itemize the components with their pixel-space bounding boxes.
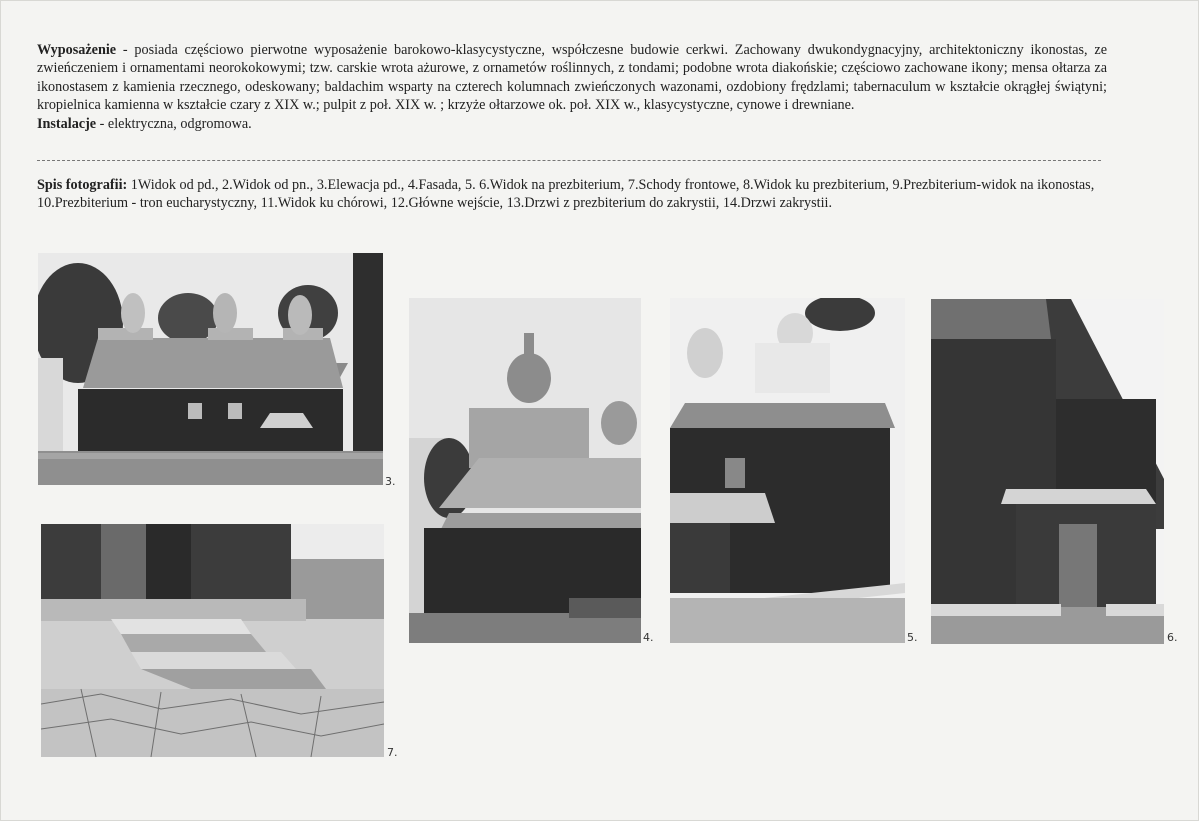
photo-number-7: 7. [387, 746, 398, 759]
photo-list-label: Spis fotografii: [37, 177, 128, 193]
installations-label: Instalacje [37, 115, 97, 132]
description-label: Wyposażenie [37, 42, 117, 58]
photo-number-4: 4. [643, 631, 654, 644]
photo-presbytery-side [931, 299, 1164, 644]
installations-text: - elektryczna, odgromowa. [96, 115, 252, 132]
photo-number-5: 5. [907, 631, 918, 644]
photo-list-paragraph [37, 177, 1107, 212]
photo-presbytery-view [670, 298, 905, 643]
description-text: - posiada częściowo pierwotne wyposażenie barokowo-klasycystyczne, współczesne budowie cerkwi. Zachowany dwukondygnacyjny, architektoniczny ikonostas, ze zwieńczeniem i ornamentami neorokokowymi; tzw. carskie wrota ażurowe, z ornametów roślinnych, z tondami; podobne wrota diakońskie; częściowo zachowane ikony; mensa ołtarza za ikonostasem z kamienia rzecznego, odeskowany; baldachim wsparty na czterech kolumnach zwieńczonych wazonami, ozdobiony frędzlami; tabernaculum w kształcie okrągłej świątyni; kropielnica kamienna w kształcie czary z XIX w.; pulpit z poł. XIX w. ; krzyże ołtarzowe ok. poł. XIX w., klasycystyczne, cynowe i drewniane. [37, 42, 1107, 114]
photo-list-text: 1Widok od pd., 2.Widok od pn., 3.Elewacja pd., 4.Fasada, 5. 6.Widok na prezbiterium, 7.Schody frontowe, 8.Widok ku prezbiterium, 9.Prezbiterium-widok na ikonostas, 10.Prezbiterium - tron eucharystyczny, 11.Widok ku chórowi, 12.Główne wejście, 13.Drzwi z prezbiterium do zakrystii, 14.Drzwi zakrystii. [37, 177, 1095, 211]
photo-facade [409, 298, 641, 643]
photo-south-elevation [38, 253, 383, 485]
photo-front-stairs [41, 524, 384, 757]
photo-number-6: 6. [1167, 631, 1178, 644]
dashed-separator [37, 160, 1101, 161]
description-paragraph [37, 41, 1107, 133]
photo-number-3: 3. [385, 475, 396, 488]
